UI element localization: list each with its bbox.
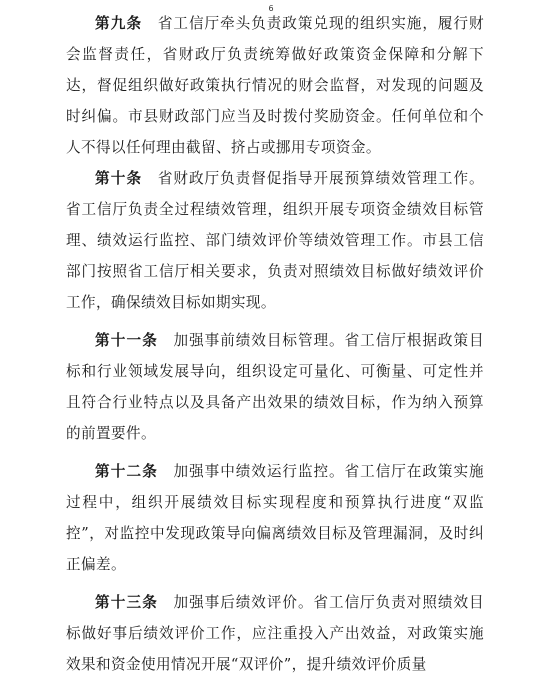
article-body: 加强事中绩效运行监控。省工信厅在政策实施过程中，组织开展绩效目标实现程度和预算执行进度“双监控”，对监控中发现政策导向偏离绩效目标及管理漏洞，及时纠正偏差。 <box>66 463 484 573</box>
article-body: 加强事前绩效目标管理。省工信厅根据政策目标和行业领域发展导向，组织设定可量化、可衡量、可定性并且符合行业特点以及具备产出效果的绩效目标，作为纳入预算的前置要件。 <box>66 332 484 442</box>
article-body: 加强事后绩效评价。省工信厅负责对照绩效目标做好事后绩效评价工作，应注重投入产出效益，对政策实施效果和资金使用情况开展“双评价”，提升绩效评价质量 <box>66 594 484 673</box>
article-body: 省工信厅牵头负责政策兑现的组织实施，履行财会监督责任，省财政厅负责统筹做好政策资金保障和分解下达，督促组织做好政策执行情况的财会监督，对发现的问题及时纠偏。市县财政部门应当及时拨付奖励资金。任何单位和个人不得以任何理由截留、挤占或挪用专项资金。 <box>66 15 484 156</box>
article-body: 省财政厅负责督促指导开展预算绩效管理工作。省工信厅负责全过程绩效管理，组织开展专项资金绩效目标管理、绩效运行监控、部门绩效评价等绩效管理工作。市县工信部门按照省工信厅相关要求，负责对照绩效目标做好绩效评价工作，确保绩效目标如期实现。 <box>66 170 484 311</box>
article-spacer <box>158 594 173 611</box>
article-heading: 第十一条 <box>95 332 158 349</box>
article-heading: 第九条 <box>95 15 143 32</box>
article-spacer <box>142 170 157 187</box>
article-11 <box>66 325 484 449</box>
article-13 <box>66 587 484 680</box>
article-heading: 第十条 <box>95 170 143 187</box>
article-spacer <box>142 15 157 32</box>
article-heading: 第十二条 <box>95 463 158 480</box>
article-spacer <box>158 332 173 349</box>
page-number: 6 <box>268 4 274 13</box>
article-spacer <box>158 463 173 480</box>
article-heading: 第十三条 <box>95 594 158 611</box>
article-9 <box>66 8 484 163</box>
article-10 <box>66 163 484 318</box>
article-12 <box>66 456 484 580</box>
